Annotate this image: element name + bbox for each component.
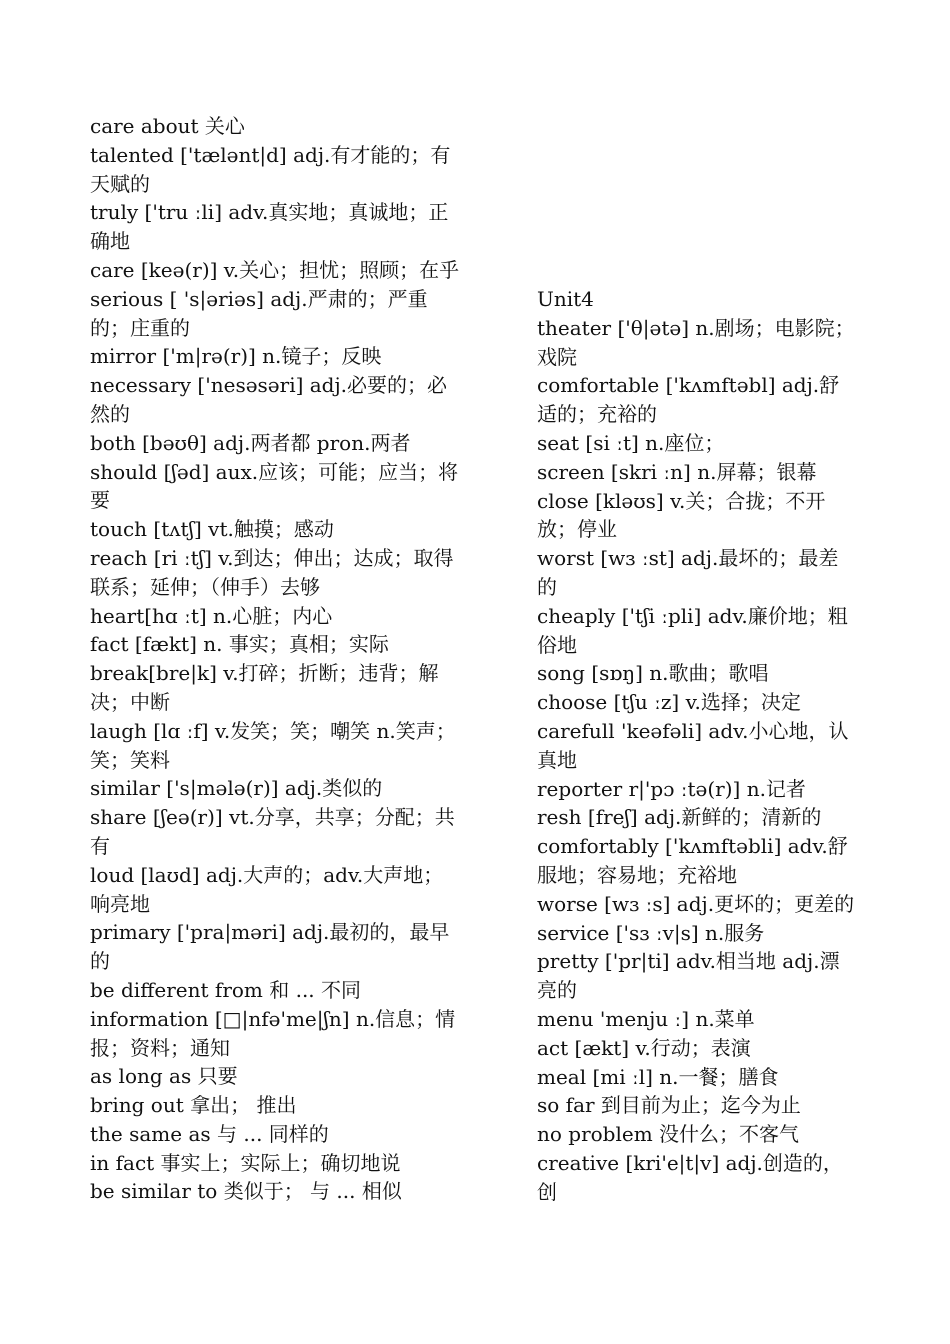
right-vocabulary-column xyxy=(537,0,855,1207)
vocab-entry: share [ʃeə(r)] vt.分享，共享；分配；共有 xyxy=(90,805,455,858)
vocab-entry: the same as 与 ... 同样的 xyxy=(90,1121,329,1146)
vocab-entry: similar ['s|mələ(r)] adj.类似的 xyxy=(90,776,383,801)
vocab-entry: serious [ 's|əriəs] adj.严肃的；严重的；庄重的 xyxy=(90,286,428,340)
vocab-entry: reporter r|'pɔ ːtə(r)] n.记者 xyxy=(537,776,806,801)
vocab-entry: touch [tʌtʃ] vt.触摸；感动 xyxy=(90,517,334,542)
vocab-entry: necessary ['nesəsəri] adj.必要的；必然的 xyxy=(90,373,448,426)
vocab-entry: as long as 只要 xyxy=(90,1064,238,1089)
vocab-entry: creative [kri'e|t|v] adj.创造的，创 xyxy=(537,1150,843,1204)
vocab-entry: primary ['pra|məri] adj.最初的，最早的 xyxy=(90,920,450,974)
left-vocabulary-column xyxy=(90,0,460,1206)
vocab-entry: comfortable ['kʌmftəbl] adj.舒适的；充裕的 xyxy=(537,373,840,427)
vocab-entry: so far 到目前为止；迄今为止 xyxy=(537,1093,801,1118)
vocab-entry: no problem 没什么；不客气 xyxy=(537,1122,800,1147)
vocab-entry: screen [skri ːn] n.屏幕；银幕 xyxy=(537,459,817,484)
vocab-entry: menu 'menju ː] n.菜单 xyxy=(537,1006,755,1031)
vocab-entry: reach [ri ːtʃ] v.到达；伸出；达成；取得联系；延伸；（伸手）去够 xyxy=(90,545,454,599)
vocab-entry: break[bre|k] v.打碎；折断；违背；解决；中断 xyxy=(90,661,439,714)
vocab-entry: worse [wɜ ːs] adj.更坏的；更差的 xyxy=(537,891,855,916)
vocab-entry: heart[hɑ ːt] n.心脏；内心 xyxy=(90,603,333,628)
vocab-entry: bring out 拿出； 推出 xyxy=(90,1093,297,1118)
vocab-entry: pretty ['pr|ti] adv.相当地 adj.漂亮的 xyxy=(537,949,840,1003)
vocab-entry: information [□|nfə'me|ʃn] n.信息；情报；资料；通知 xyxy=(90,1006,456,1060)
vocab-entry: service ['sɜ ːv|s] n.服务 xyxy=(537,920,765,945)
vocab-entry: in fact 事实上；实际上；确切地说 xyxy=(90,1150,401,1175)
vocab-entry: choose [tʃu ːz] v.选择；决定 xyxy=(537,690,801,715)
vocab-entry: fact [fækt] n. 事实；真相；实际 xyxy=(90,632,389,657)
vocab-entry: seat [si ːt] n.座位； xyxy=(537,430,725,455)
vocab-entry: resh [freʃ] adj.新鲜的；清新的 xyxy=(537,805,822,830)
vocab-entry: comfortably ['kʌmftəbli] adv.舒服地；容易地；充裕地 xyxy=(537,834,848,887)
vocab-entry: be different from 和 ... 不同 xyxy=(90,977,362,1002)
vocab-entry: care about 关心 xyxy=(90,114,245,138)
vocab-entry: loud [laʊd] adj.大声的；adv.大声地；响亮地 xyxy=(90,862,444,916)
vocab-entry: theater ['θ|ətə] n.剧场；电影院；戏院 xyxy=(537,315,855,369)
vocab-entry: mirror ['m|rə(r)] n.镜子；反映 xyxy=(90,344,382,369)
vocab-entry: song [sɒŋ] n.歌曲；歌唱 xyxy=(537,661,769,686)
vocab-entry: act [ækt] v.行动；表演 xyxy=(537,1035,751,1060)
vocab-entry: talented ['tælənt|d] adj.有才能的；有天赋的 xyxy=(90,142,451,196)
vocab-entry: care [keə(r)] v.关心；担忧；照顾；在乎 xyxy=(90,257,460,282)
vocab-entry: should [ʃəd] aux.应该；可能；应当；将要 xyxy=(90,459,459,513)
vocab-entry: cheaply ['tʃi ːpli] adv.廉价地；粗俗地 xyxy=(537,603,848,657)
vocab-entry: carefull 'keəfəli] adv.小心地，认真地 xyxy=(537,718,849,772)
vocab-entry: meal [mi ːl] n.一餐；膳食 xyxy=(537,1064,779,1089)
vocab-entry: be similar to 类似于； 与 ... 相似 xyxy=(90,1179,402,1204)
unit-heading: Unit4 xyxy=(537,287,594,311)
vocab-entry: laugh [lɑ ːf] v.发笑；笑；嘲笑 n.笑声；笑；笑料 xyxy=(90,718,456,772)
vocab-entry: worst [wɜ ːst] adj.最坏的；最差的 xyxy=(537,546,839,599)
vocab-entry: both [bəʊθ] adj.两者都 pron.两者 xyxy=(90,430,411,455)
vocab-entry: truly ['tru ːli] adv.真实地；真诚地；正确地 xyxy=(90,200,449,254)
vocab-entry: close [kləʊs] v.关；合拢；不开放；停业 xyxy=(537,488,826,542)
